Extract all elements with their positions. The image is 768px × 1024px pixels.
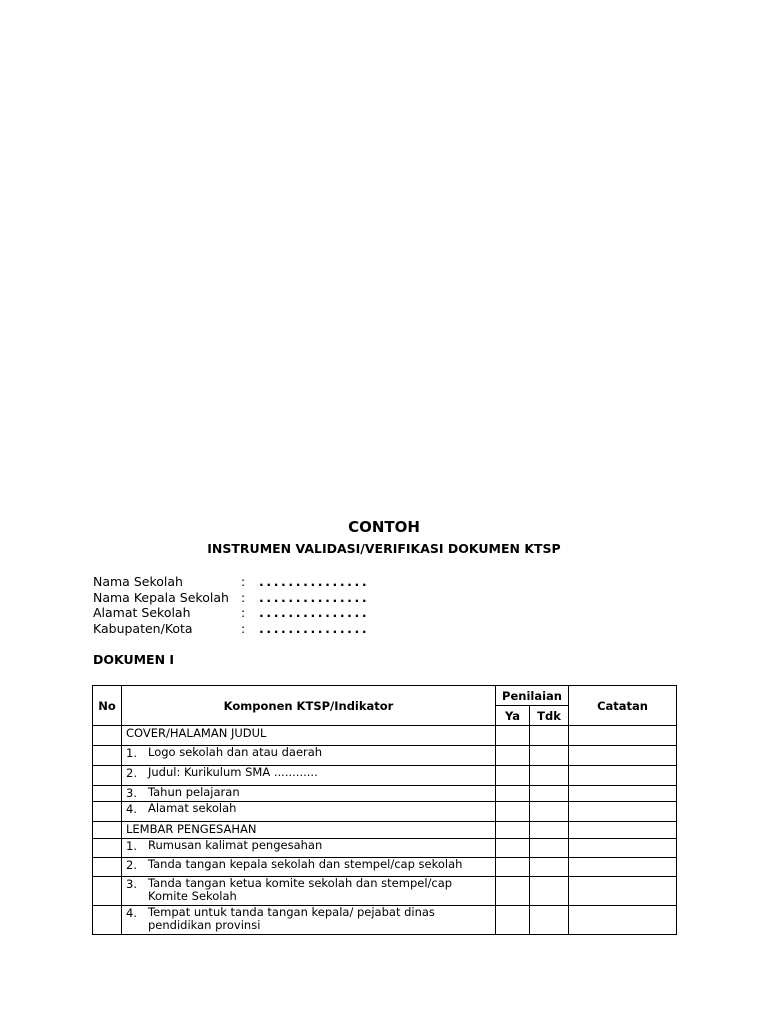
validation-table bbox=[92, 685, 677, 935]
table-row bbox=[93, 786, 677, 802]
info-value: ............... bbox=[259, 574, 370, 589]
table-row bbox=[93, 746, 677, 766]
cell-tdk bbox=[530, 802, 569, 822]
item-number: 4. bbox=[126, 906, 137, 920]
cell-no bbox=[93, 839, 122, 858]
item-text: Tahun pelajaran bbox=[148, 785, 240, 799]
info-colon: : bbox=[241, 605, 246, 620]
table-row bbox=[93, 858, 677, 877]
info-row-nama-kepala-sekolah bbox=[93, 590, 369, 606]
cell-tdk bbox=[530, 906, 569, 935]
info-row-alamat-sekolah bbox=[93, 605, 369, 621]
cell-catatan bbox=[569, 766, 677, 786]
item-cell bbox=[122, 877, 496, 906]
cell-ya bbox=[496, 802, 530, 822]
cell-tdk bbox=[530, 822, 569, 839]
cell-tdk bbox=[530, 766, 569, 786]
info-label: Nama Sekolah bbox=[93, 574, 183, 589]
document-subtitle: INSTRUMEN VALIDASI/VERIFIKASI DOKUMEN KTSP bbox=[207, 541, 561, 556]
info-row-kabupaten-kota bbox=[93, 621, 369, 637]
info-value: ............... bbox=[259, 620, 370, 636]
cell-catatan bbox=[569, 839, 677, 858]
cell-catatan bbox=[569, 906, 677, 935]
item-number: 3. bbox=[126, 786, 137, 800]
school-info-block bbox=[93, 574, 369, 636]
item-cell bbox=[122, 786, 496, 802]
cell-ya bbox=[496, 726, 530, 746]
section-label: COVER/HALAMAN JUDUL bbox=[122, 726, 496, 746]
header-no: No bbox=[93, 686, 122, 726]
item-cell bbox=[122, 766, 496, 786]
cell-no bbox=[93, 802, 122, 822]
item-number: 1. bbox=[126, 746, 137, 760]
item-text: Rumusan kalimat pengesahan bbox=[148, 838, 323, 852]
cell-catatan bbox=[569, 822, 677, 839]
cell-catatan bbox=[569, 726, 677, 746]
header-komponen: Komponen KTSP/Indikator bbox=[122, 686, 496, 726]
cell-ya bbox=[496, 858, 530, 877]
cell-catatan bbox=[569, 858, 677, 877]
section-heading: DOKUMEN I bbox=[93, 652, 175, 667]
cell-ya bbox=[496, 839, 530, 858]
cell-no bbox=[93, 766, 122, 786]
item-text: Alamat sekolah bbox=[148, 801, 237, 815]
cell-ya bbox=[496, 786, 530, 802]
info-value: ............... bbox=[259, 589, 370, 605]
info-label: Nama Kepala Sekolah bbox=[93, 589, 229, 605]
table-row bbox=[93, 839, 677, 858]
cell-no bbox=[93, 877, 122, 906]
cell-no bbox=[93, 906, 122, 935]
document-title: CONTOH bbox=[348, 518, 420, 536]
info-label: Kabupaten/Kota bbox=[93, 620, 193, 636]
info-value: ............... bbox=[259, 605, 370, 620]
section-label: LEMBAR PENGESAHAN bbox=[122, 822, 496, 839]
item-text: Logo sekolah dan atau daerah bbox=[148, 745, 323, 759]
item-cell bbox=[122, 858, 496, 877]
cell-ya bbox=[496, 906, 530, 935]
item-number: 4. bbox=[126, 802, 137, 816]
info-colon: : bbox=[241, 574, 246, 589]
item-cell bbox=[122, 839, 496, 858]
header-ya: Ya bbox=[496, 706, 530, 726]
cell-ya bbox=[496, 822, 530, 839]
item-number: 2. bbox=[126, 858, 137, 872]
cell-catatan bbox=[569, 786, 677, 802]
cell-no bbox=[93, 786, 122, 802]
cell-ya bbox=[496, 766, 530, 786]
item-number: 1. bbox=[126, 839, 137, 853]
info-row-nama-sekolah bbox=[93, 574, 369, 590]
cell-no bbox=[93, 726, 122, 746]
item-text: Tanda tangan kepala sekolah dan stempel/cap sekolah bbox=[148, 857, 463, 871]
info-label: Alamat Sekolah bbox=[93, 605, 191, 620]
cell-tdk bbox=[530, 726, 569, 746]
cell-tdk bbox=[530, 877, 569, 906]
item-number: 3. bbox=[126, 877, 137, 891]
cell-ya bbox=[496, 746, 530, 766]
header-catatan: Catatan bbox=[569, 686, 677, 726]
cell-tdk bbox=[530, 858, 569, 877]
table-row bbox=[93, 877, 677, 906]
cell-no bbox=[93, 746, 122, 766]
cell-no bbox=[93, 858, 122, 877]
item-cell bbox=[122, 906, 496, 935]
item-text: Tanda tangan ketua komite sekolah dan stempel/cap Komite Sekolah bbox=[148, 876, 453, 903]
cell-catatan bbox=[569, 746, 677, 766]
item-cell bbox=[122, 746, 496, 766]
table-row bbox=[93, 906, 677, 935]
cell-catatan bbox=[569, 802, 677, 822]
table-row bbox=[93, 726, 677, 746]
header-penilaian: Penilaian bbox=[496, 686, 569, 706]
item-text: Tempat untuk tanda tangan kepala/ pejabat dinas pendidikan provinsi bbox=[148, 905, 435, 932]
item-cell bbox=[122, 802, 496, 822]
header-tdk: Tdk bbox=[530, 706, 569, 726]
cell-ya bbox=[496, 877, 530, 906]
cell-tdk bbox=[530, 746, 569, 766]
cell-tdk bbox=[530, 786, 569, 802]
item-text: Judul: Kurikulum SMA ............ bbox=[148, 765, 318, 779]
item-number: 2. bbox=[126, 766, 137, 780]
table-row bbox=[93, 822, 677, 839]
cell-tdk bbox=[530, 839, 569, 858]
cell-catatan bbox=[569, 877, 677, 906]
table-row bbox=[93, 766, 677, 786]
table-row bbox=[93, 802, 677, 822]
cell-no bbox=[93, 822, 122, 839]
info-colon: : bbox=[241, 589, 246, 605]
info-colon: : bbox=[241, 620, 246, 636]
